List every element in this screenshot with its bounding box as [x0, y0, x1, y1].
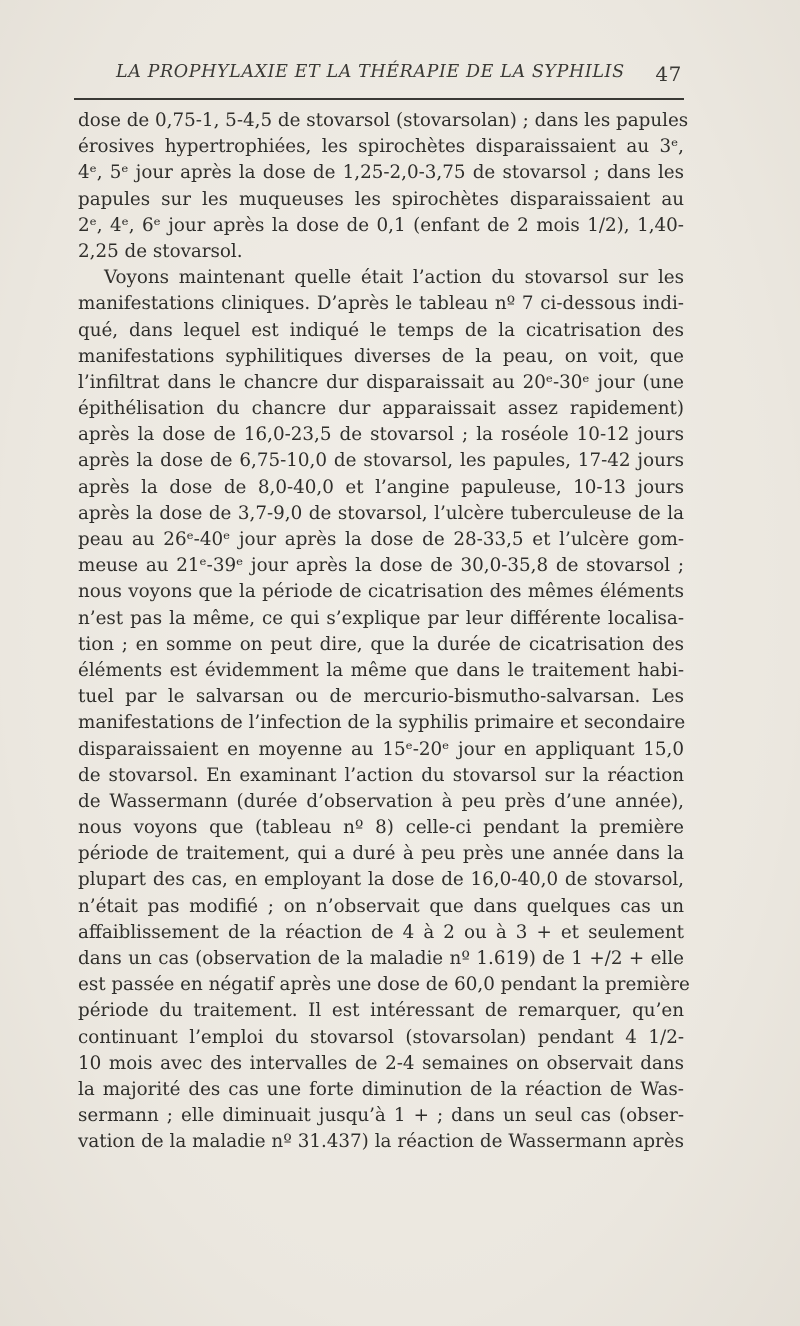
text-line: n’est pas la même, ce qui s’explique par leur différente localisa- — [78, 607, 684, 629]
text-line: après la dose de 6,75-10,0 de stovarsol, les papules, 17-42 jours — [78, 450, 684, 472]
text-line: érosives hypertrophiées, les spirochètes disparaissaient au 3ᵉ, — [78, 136, 684, 158]
text-line: période du traitement. Il est intéressant de remarquer, qu’en — [78, 1000, 684, 1022]
text-line: continuant l’emploi du stovarsol (stovarsolan) pendant 4 1/2- — [78, 1026, 684, 1048]
text-line: manifestations de l’infection de la syphilis primaire et secondaire — [78, 712, 686, 734]
header-rule — [74, 98, 684, 100]
paragraph-start-line: Voyons maintenant quelle était l’action du stovarsol sur les — [104, 267, 684, 289]
running-title: LA PROPHYLAXIE ET LA THÉRAPIE DE LA SYPHILIS — [116, 62, 625, 82]
text-line: 2,25 de stovarsol. — [78, 240, 243, 262]
text-line: 10 mois avec des intervalles de 2-4 semaines on observait dans — [78, 1052, 684, 1074]
text-line: tuel par le salvarsan ou de mercurio-bismutho-salvarsan. Les — [78, 686, 684, 708]
text-line: dose de 0,75-1, 5-4,5 de stovarsol (stovarsolan) ; dans les papules — [78, 110, 689, 131]
text-line: peau au 26ᵉ-40ᵉ jour après la dose de 28-33,5 et l’ulcère gom- — [78, 529, 684, 550]
text-line: qué, dans lequel est indiqué le temps de la cicatrisation des — [78, 319, 684, 341]
text-line: disparaissaient en moyenne au 15ᵉ-20ᵉ jour en appliquant 15,0 — [78, 738, 684, 760]
text-line: de Wassermann (durée d’observation à peu près d’une année), — [78, 790, 684, 812]
body-text — [78, 108, 690, 1156]
text-line: n’était pas modifié ; on n’observait que dans quelques cas un — [78, 895, 684, 917]
text-line: 4ᵉ, 5ᵉ jour après la dose de 1,25-2,0-3,75 de stovarsol ; dans les — [78, 162, 684, 184]
text-line: après la dose de 16,0-23,5 de stovarsol ; la roséole 10-12 jours — [78, 424, 684, 446]
text-line: nous voyons que la période de cicatrisation des mêmes éléments — [78, 581, 684, 603]
text-line: nous voyons que (tableau nº 8) celle-ci pendant la première — [78, 817, 684, 839]
text-line: de stovarsol. En examinant l’action du stovarsol sur la réaction — [78, 764, 684, 786]
text-line: affaiblissement de la réaction de 4 à 2 ou à 3 + et seulement — [78, 921, 684, 943]
text-line: la majorité des cas une forte diminution de la réaction de Was- — [78, 1078, 684, 1100]
page-number: 47 — [655, 62, 682, 86]
text-line: période de traitement, qui a duré à peu près une année dans la — [78, 843, 684, 865]
text-line: dans un cas (observation de la maladie nº 1.619) de 1 +/2 + elle — [78, 948, 684, 969]
text-line: après la dose de 8,0-40,0 et l’angine papuleuse, 10-13 jours — [78, 476, 684, 498]
text-line: vation de la maladie nº 31.437) la réaction de Wassermann après — [78, 1131, 684, 1153]
text-line: papules sur les muqueuses les spirochètes disparaissaient au — [78, 188, 684, 210]
text-line: manifestations cliniques. D’après le tableau nº 7 ci-dessous indi- — [78, 293, 684, 315]
text-line: tion ; en somme on peut dire, que la durée de cicatrisation des — [78, 633, 684, 655]
text-line: l’infiltrat dans le chancre dur disparaissait au 20ᵉ-30ᵉ jour (une — [78, 371, 684, 393]
text-line: plupart des cas, en employant la dose de 16,0-40,0 de stovarsol, — [78, 869, 684, 891]
text-line: épithélisation du chancre dur apparaissait assez rapidement) — [78, 398, 684, 420]
text-line: après la dose de 3,7-9,0 de stovarsol, l’ulcère tuberculeuse de la — [78, 502, 684, 524]
running-header — [116, 58, 682, 92]
text-line: sermann ; elle diminuait jusqu’à 1 + ; dans un seul cas (obser- — [78, 1105, 684, 1127]
text-line: éléments est évidemment la même que dans le traitement habi- — [78, 659, 684, 681]
text-line: meuse au 21ᵉ-39ᵉ jour après la dose de 30,0-35,8 de stovarsol ; — [78, 555, 684, 577]
text-line: est passée en négatif après une dose de 60,0 pendant la première — [78, 974, 690, 996]
text-line: manifestations syphilitiques diverses de la peau, on voit, que — [78, 345, 684, 367]
text-line: 2ᵉ, 4ᵉ, 6ᵉ jour après la dose de 0,1 (enfant de 2 mois 1/2), 1,40- — [78, 214, 684, 236]
